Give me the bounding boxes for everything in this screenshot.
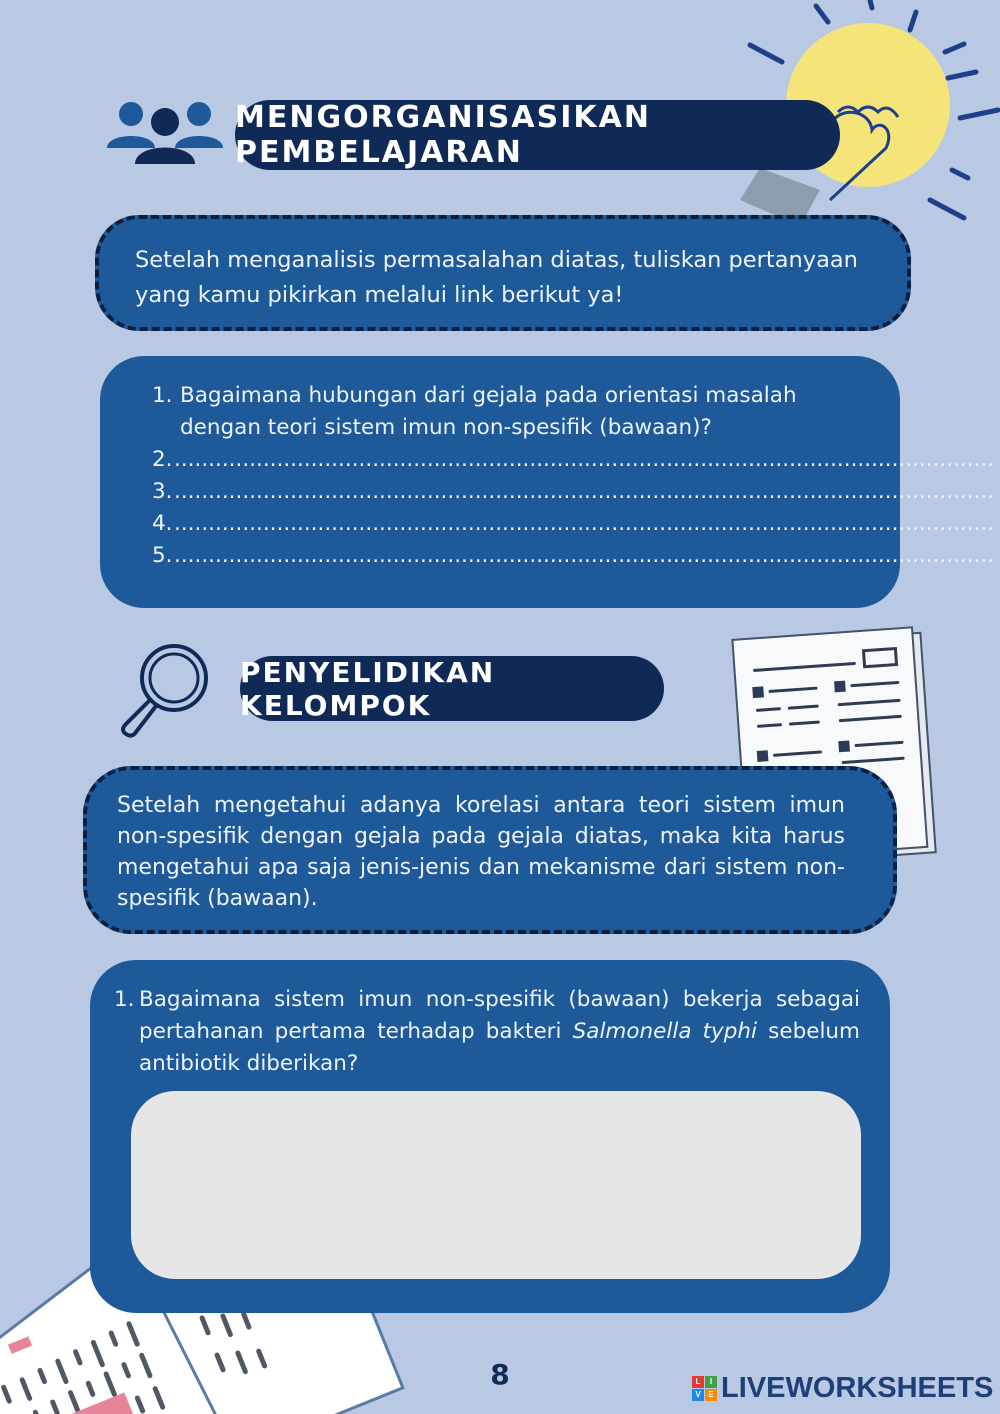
question-blank-line[interactable]: ........................................................................................................................ xyxy=(174,479,995,504)
question-row xyxy=(152,380,866,444)
question-number: 2. xyxy=(152,447,173,472)
magnifier-icon xyxy=(112,640,216,736)
logo-letter: E xyxy=(705,1389,717,1401)
instruction-text: Setelah mengetahui adanya korelasi antara teori sistem imun non-spesifik dengan gejala pada gejala diatas, maka kita harus mengetahui apa saja jenis-jenis dan mekanisme dari sistem non-spesifik (bawaan). xyxy=(117,793,845,911)
question-blank-line[interactable]: ........................................................................................................................ xyxy=(174,511,995,536)
question-text-part: Bagaimana sistem imun non-spesifik (bawaan) bekerja sebagai pertahanan pertama terhadap bakteri xyxy=(139,987,860,1044)
question-blank-line[interactable]: ........................................................................................................................ xyxy=(174,543,995,568)
people-group-icon xyxy=(105,98,225,166)
instruction-text: Setelah menganalisis permasalahan diatas, tuliskan pertanyaan yang kamu pikirkan melalui link berikut ya! xyxy=(135,247,858,308)
species-name: Salmonella typhi xyxy=(572,1019,758,1044)
brand-name: LIVEWORKSHEETS xyxy=(721,1372,994,1404)
answer-input-box[interactable] xyxy=(131,1091,861,1279)
section-title-investigation: PENYELIDIKAN KELOMPOK xyxy=(240,656,664,721)
question-number: 5. xyxy=(152,543,173,568)
logo-letter: V xyxy=(692,1389,704,1401)
question-number: 3. xyxy=(152,479,173,504)
logo-letter: I xyxy=(705,1376,717,1388)
question-text: Bagaimana hubungan dari gejala pada orientasi masalah dengan teori sistem imun non-spesifik (bawaan)? xyxy=(180,383,797,440)
question-row[interactable] xyxy=(152,476,995,508)
logo-letter: L xyxy=(692,1376,704,1388)
section-title-organize: MENGORGANISASIKAN PEMBELAJARAN xyxy=(235,100,840,170)
instruction-box-organize xyxy=(95,215,911,331)
question-blank-line[interactable]: ........................................................................................................................ xyxy=(174,447,995,472)
liveworksheets-brand[interactable] xyxy=(692,1372,993,1405)
questions-panel xyxy=(100,356,995,608)
question-number: 1. xyxy=(114,987,135,1012)
question-number: 1. xyxy=(152,383,173,408)
question-text-part: sebelum antibiotik diberikan? xyxy=(139,1019,861,1076)
investigation-question-panel xyxy=(90,960,890,1313)
question-row[interactable] xyxy=(152,508,995,540)
question-row[interactable] xyxy=(152,540,995,572)
liveworksheets-logo-icon xyxy=(692,1376,717,1401)
instruction-box-investigation xyxy=(83,766,897,934)
page-number: 8 xyxy=(490,1358,510,1391)
question-row xyxy=(114,984,860,1080)
question-text xyxy=(136,984,860,1080)
question-number: 4. xyxy=(152,511,173,536)
question-row[interactable] xyxy=(152,444,995,476)
